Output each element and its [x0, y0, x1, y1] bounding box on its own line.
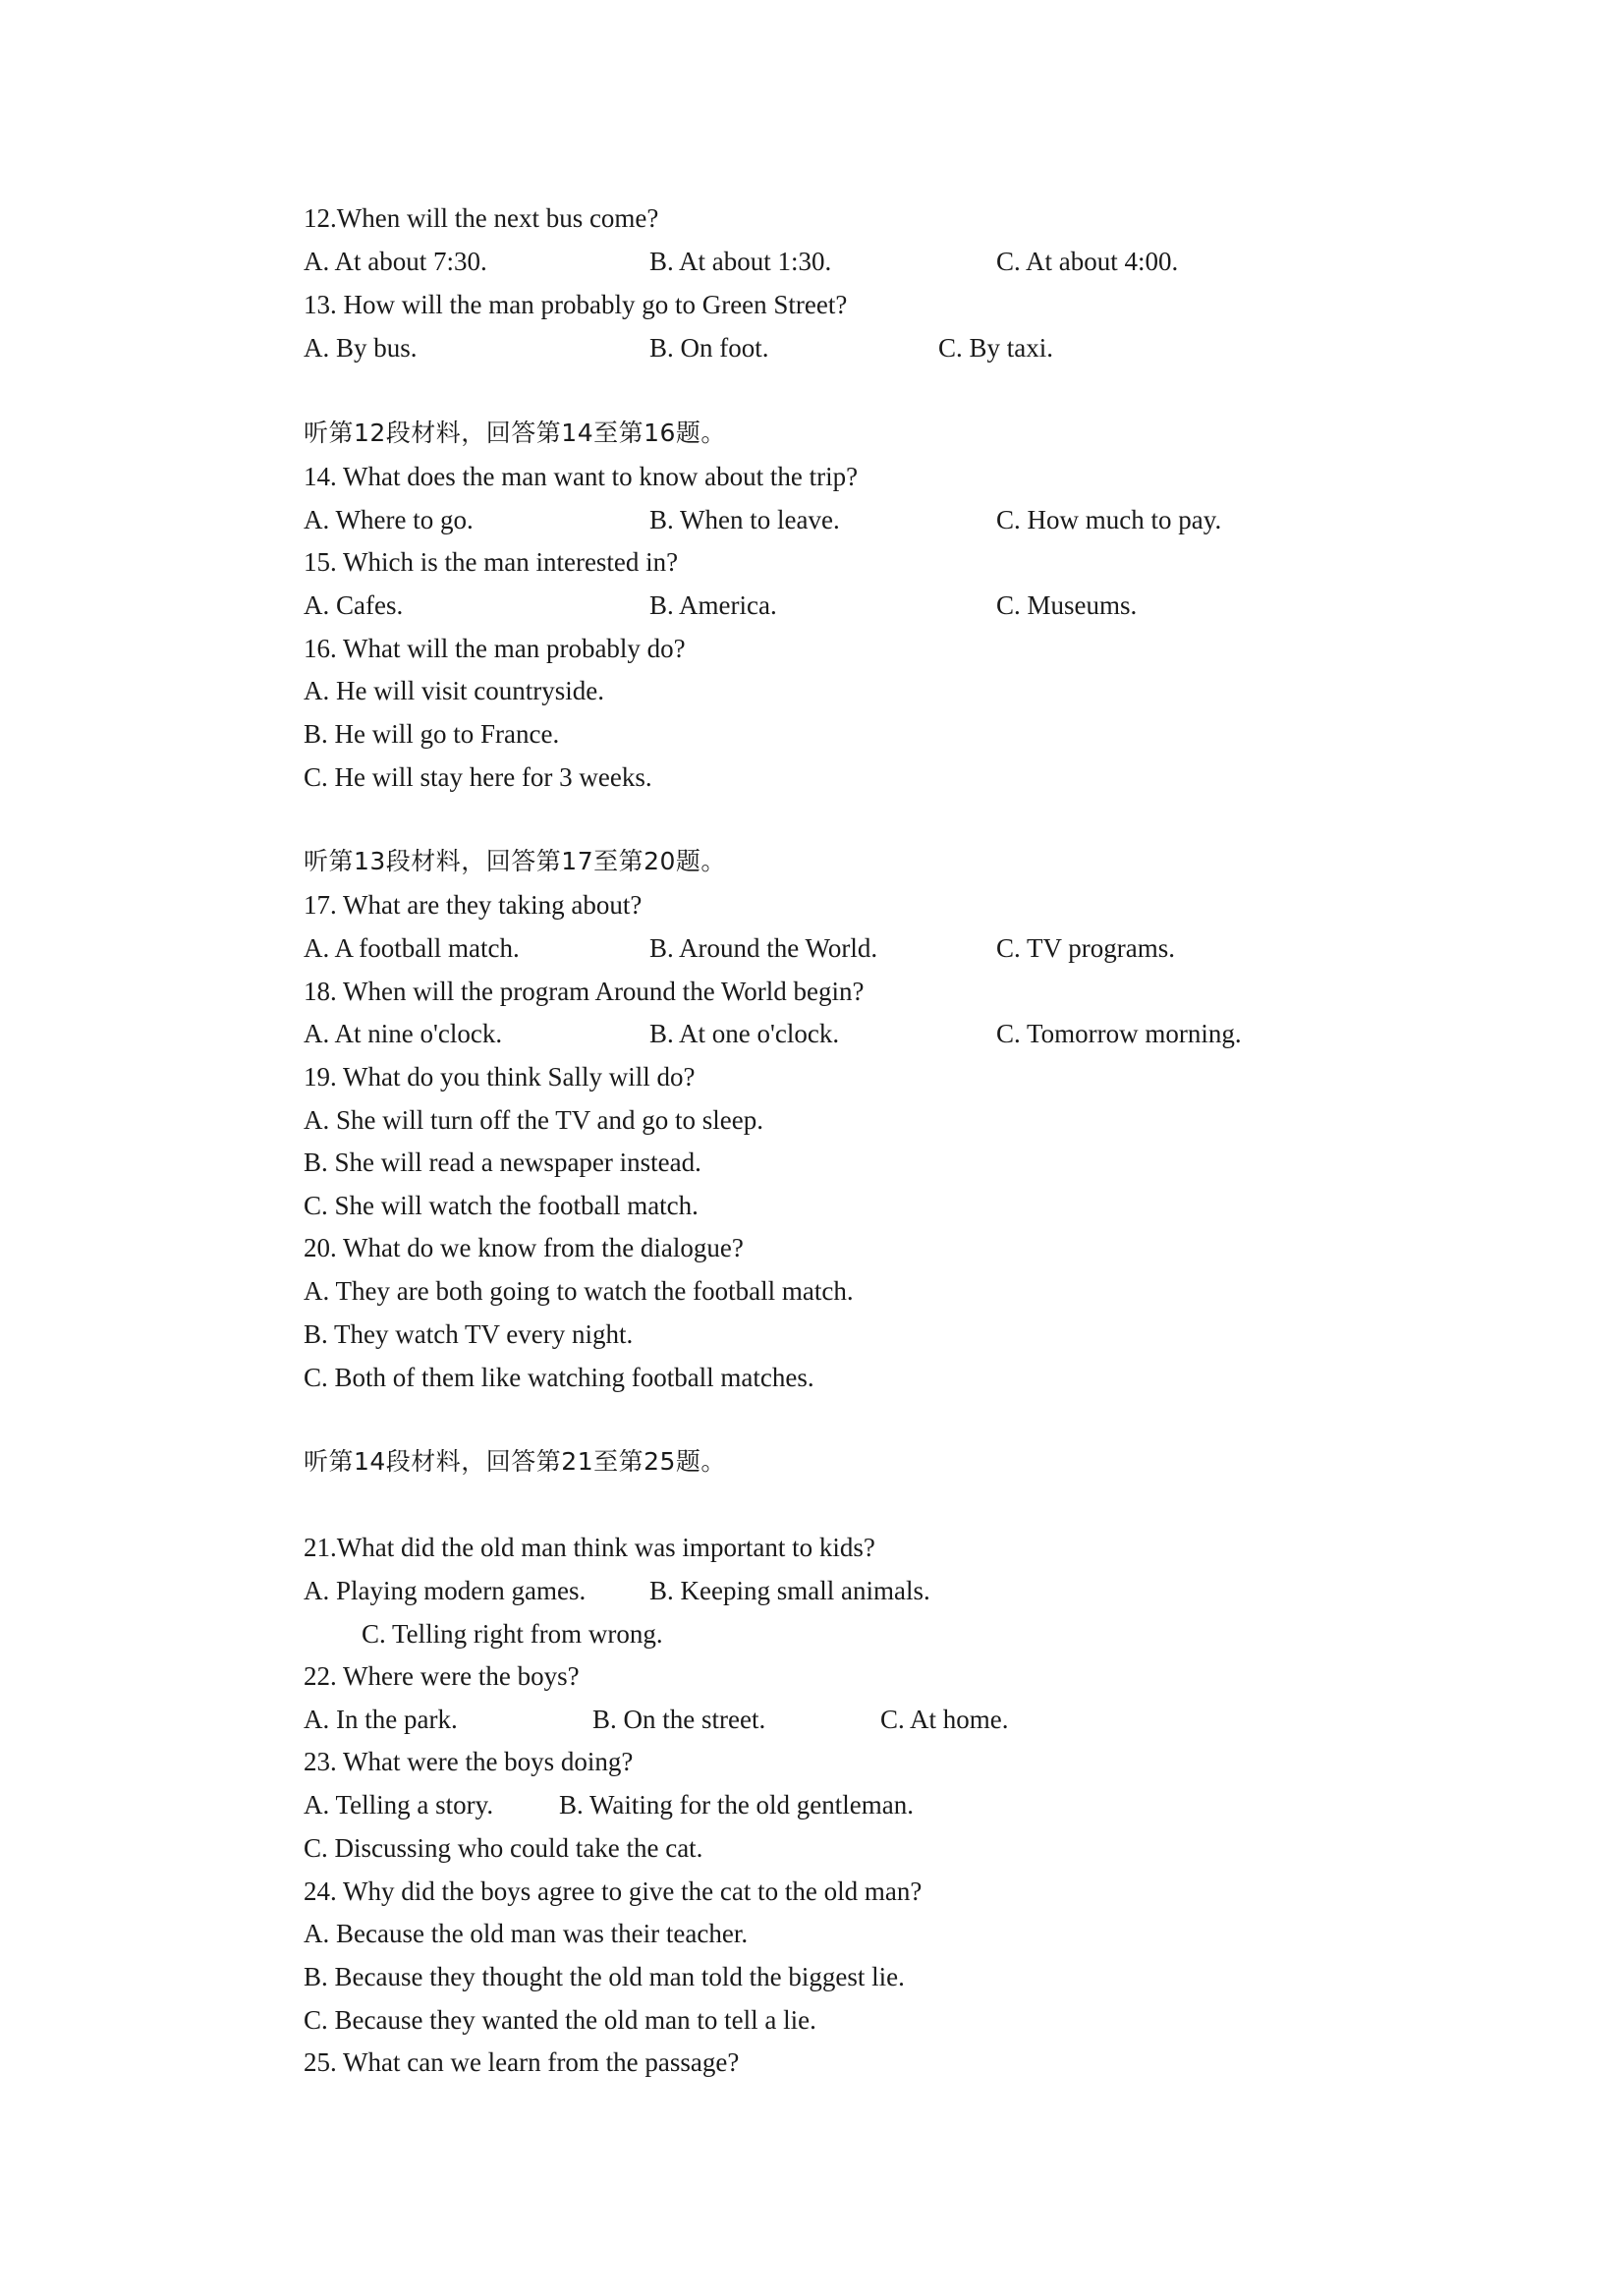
question-24-option-b: B. Because they thought the old man told the biggest lie.	[304, 1962, 905, 1991]
question-15-option-a: A. Cafes.	[304, 590, 404, 620]
question-19-option-a: A. She will turn off the TV and go to sleep.	[304, 1105, 763, 1135]
question-22-option-b: B. On the street.	[592, 1705, 766, 1734]
question-15-stem: 15. Which is the man interested in?	[304, 547, 679, 577]
question-24-option-c: C. Because they wanted the old man to tell a lie.	[304, 2005, 816, 2035]
question-12-option-c: C. At about 4:00.	[996, 247, 1179, 276]
question-17-option-c: C. TV programs.	[996, 933, 1175, 963]
question-13-stem: 13. How will the man probably go to Green Street?	[304, 290, 848, 319]
question-20-option-b: B. They watch TV every night.	[304, 1319, 634, 1349]
question-17-option-a: A. A football match.	[304, 933, 520, 963]
question-13-option-a: A. By bus.	[304, 333, 418, 363]
question-25-stem: 25. What can we learn from the passage?	[304, 2047, 740, 2077]
question-12-option-a: A. At about 7:30.	[304, 247, 487, 276]
question-15-option-b: B. America.	[649, 590, 777, 620]
question-20-stem: 20. What do we know from the dialogue?	[304, 1233, 744, 1262]
question-24-option-a: A. Because the old man was their teacher.	[304, 1919, 749, 1948]
question-20-option-a: A. They are both going to watch the football match.	[304, 1276, 854, 1306]
section-12-heading: 听第12段材料，回答第14至第16题。	[304, 419, 726, 447]
question-20-option-c: C. Both of them like watching football matches.	[304, 1363, 814, 1392]
question-14-option-a: A. Where to go.	[304, 505, 474, 534]
question-19-option-c: C. She will watch the football match.	[304, 1191, 699, 1220]
question-13-option-b: B. On foot.	[649, 333, 769, 363]
question-21-option-b: B. Keeping small animals.	[649, 1576, 930, 1605]
question-21-option-c: C. Telling right from wrong.	[362, 1619, 663, 1649]
question-19-option-b: B. She will read a newspaper instead.	[304, 1148, 701, 1177]
question-24-stem: 24. Why did the boys agree to give the cat to the old man?	[304, 1876, 923, 1906]
section-14-heading: 听第14段材料，回答第21至第25题。	[304, 1447, 726, 1476]
question-12-stem: 12.When will the next bus come?	[304, 203, 659, 233]
question-17-stem: 17. What are they taking about?	[304, 890, 643, 920]
question-17-option-b: B. Around the World.	[649, 933, 878, 963]
question-13-option-c: C. By taxi.	[938, 333, 1054, 363]
question-18-option-c: C. Tomorrow morning.	[996, 1019, 1242, 1048]
question-16-option-c: C. He will stay here for 3 weeks.	[304, 762, 652, 792]
question-19-stem: 19. What do you think Sally will do?	[304, 1062, 696, 1092]
question-16-option-a: A. He will visit countryside.	[304, 676, 604, 705]
question-16-option-b: B. He will go to France.	[304, 719, 560, 749]
question-22-option-c: C. At home.	[880, 1705, 1009, 1734]
question-23-option-b: B. Waiting for the old gentleman.	[559, 1790, 915, 1820]
question-15-option-c: C. Museums.	[996, 590, 1138, 620]
question-23-option-c: C. Discussing who could take the cat.	[304, 1833, 703, 1863]
question-18-option-b: B. At one o'clock.	[649, 1019, 840, 1048]
question-23-option-a: A. Telling a story.	[304, 1790, 494, 1820]
question-12-option-b: B. At about 1:30.	[649, 247, 832, 276]
question-23-stem: 23. What were the boys doing?	[304, 1747, 634, 1776]
question-16-stem: 16. What will the man probably do?	[304, 634, 686, 663]
question-18-stem: 18. When will the program Around the World begin?	[304, 977, 865, 1006]
question-14-option-b: B. When to leave.	[649, 505, 840, 534]
question-22-stem: 22. Where were the boys?	[304, 1661, 580, 1691]
question-21-stem: 21.What did the old man think was important to kids?	[304, 1533, 875, 1562]
question-22-option-a: A. In the park.	[304, 1705, 458, 1734]
question-18-option-a: A. At nine o'clock.	[304, 1019, 503, 1048]
section-13-heading: 听第13段材料，回答第17至第20题。	[304, 847, 726, 875]
question-21-option-a: A. Playing modern games.	[304, 1576, 587, 1605]
question-14-stem: 14. What does the man want to know about the trip?	[304, 462, 859, 491]
question-14-option-c: C. How much to pay.	[996, 505, 1222, 534]
